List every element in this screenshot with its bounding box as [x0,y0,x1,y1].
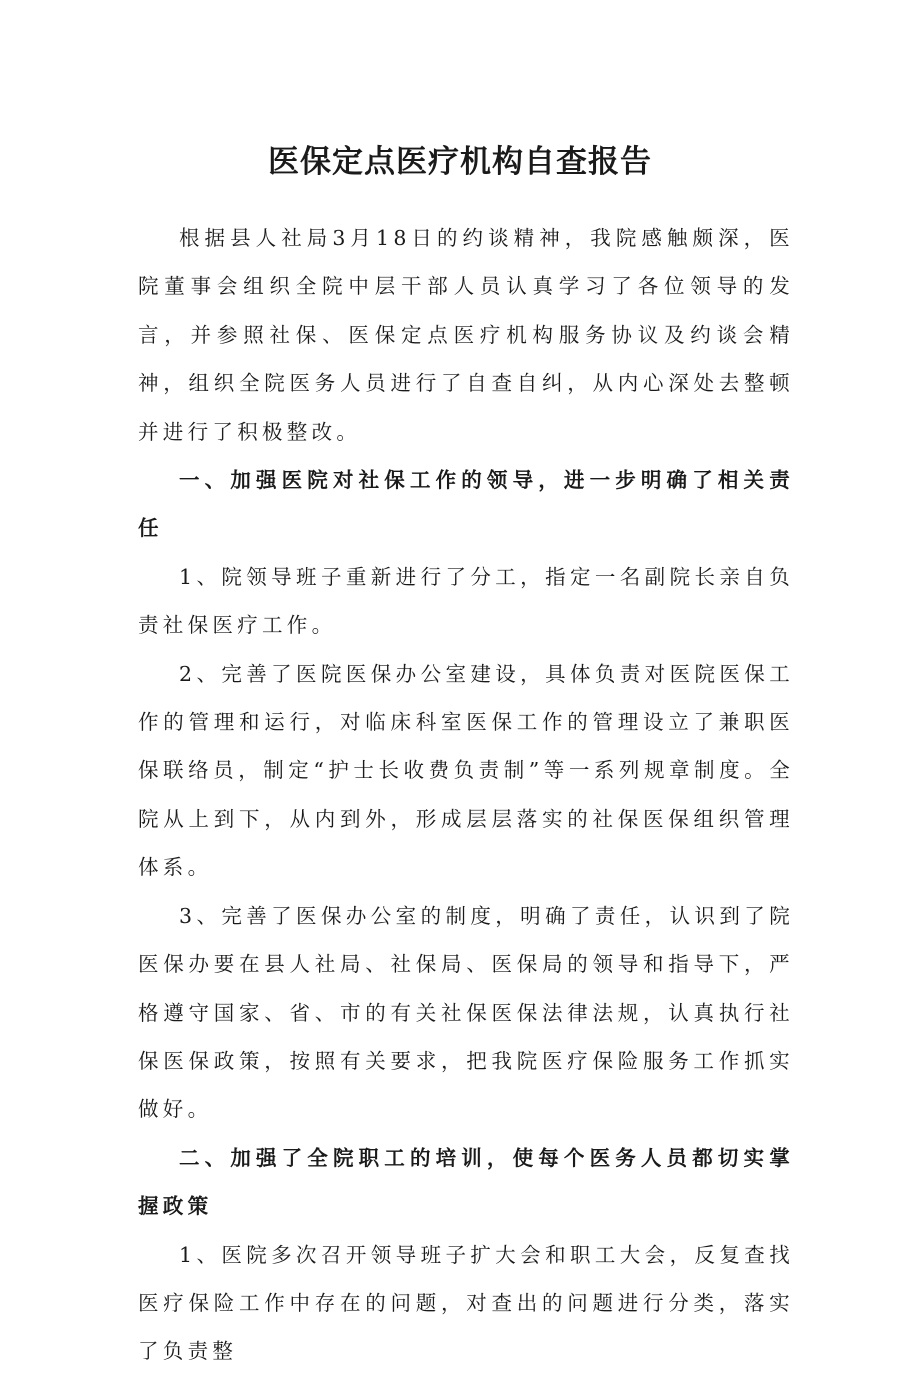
paragraph-1-1: 1、院领导班子重新进行了分工，指定一名副院长亲自负责社保医疗工作。 [138,564,794,638]
paragraph-1-3: 3、完善了医保办公室的制度，明确了责任，认识到了院医保办要在县人社局、社保局、医保局的领导和指导下，严格遵守国家、省、市的有关社保医保法律法规，认真执行社保医保政策，按照有关要求，把我院医疗保险服务工作抓实做好。 [138,903,794,1122]
document-title: 医保定点医疗机构自查报告 [268,144,652,180]
document-body [138,214,794,1376]
paragraph-intro: 根据县人社局3月18日的约谈精神，我院感触颇深，医院董事会组织全院中层干部人员认真学习了各位领导的发言，并参照社保、医保定点医疗机构服务协议及约谈会精神，组织全院医务人员进行了自查自纠，从内心深处去整顿并进行了积极整改。 [138,226,794,444]
paragraph-2-1: 1、医院多次召开领导班子扩大会和职工大会，反复查找医疗保险工作中存在的问题，对查出的问题进行分类，落实了负责整 [138,1242,794,1364]
paragraph-1-2: 2、完善了医院医保办公室建设，具体负责对医院医保工作的管理和运行，对临床科室医保工作的管理设立了兼职医保联络员，制定“护士长收费负责制”等一系列规章制度。全院从上到下，从内到外，形成层层落实的社保医保组织管理体系。 [138,661,794,880]
section-heading-2: 二、加强了全院职工的培训，使每个医务人员都切实掌握政策 [138,1145,794,1219]
section-heading-1: 一、加强医院对社保工作的领导，进一步明确了相关责任 [138,468,794,541]
